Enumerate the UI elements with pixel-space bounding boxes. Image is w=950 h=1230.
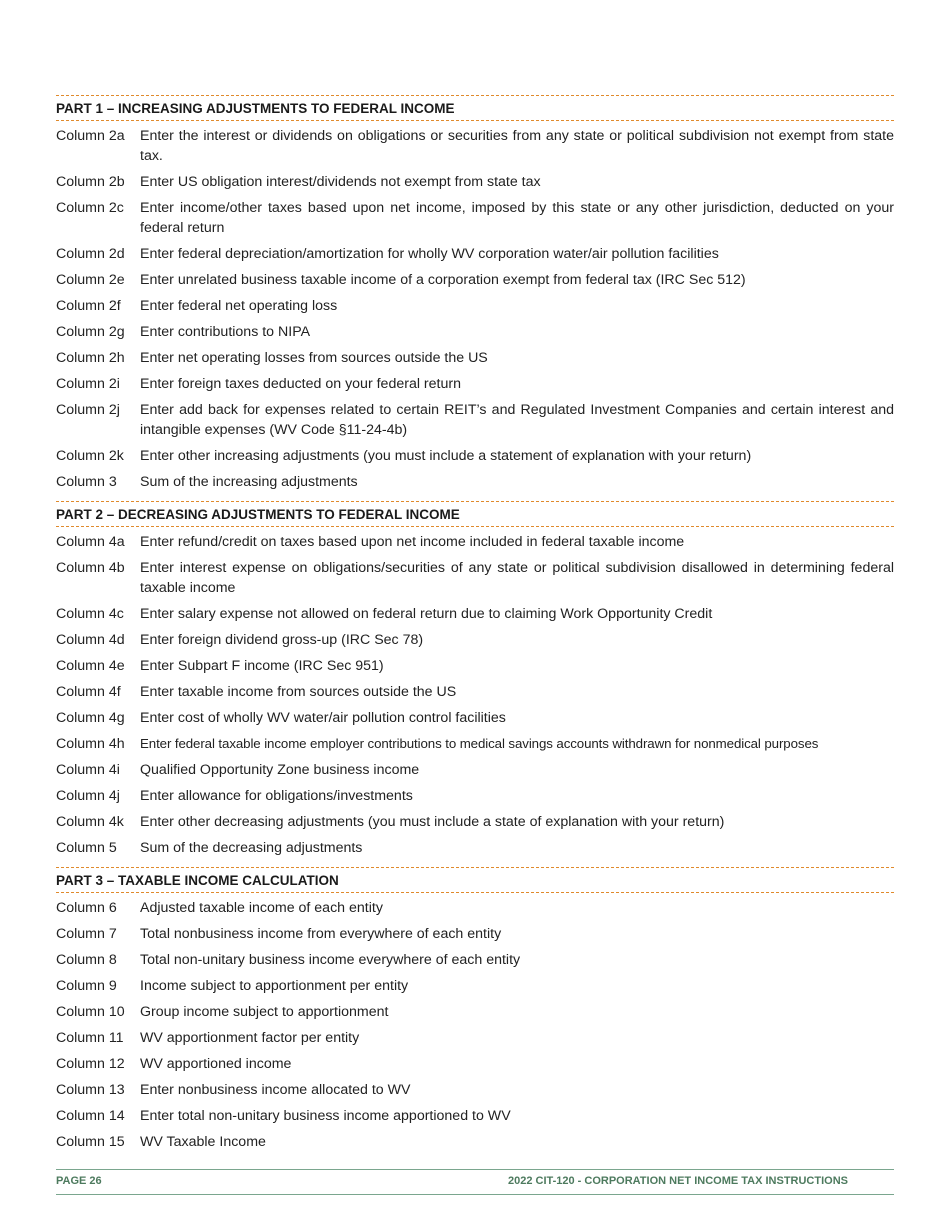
column-label: Column 2b — [56, 174, 125, 190]
section-part-2 — [56, 501, 894, 867]
table-row — [56, 322, 894, 342]
column-description: WV apportionment factor per entity — [140, 1030, 360, 1046]
column-description: WV Taxable Income — [140, 1134, 266, 1150]
table-row — [56, 1002, 894, 1022]
column-label: Column 4h — [56, 736, 125, 752]
column-label: Column 2f — [56, 298, 121, 314]
table-row — [56, 1132, 894, 1152]
table-row — [56, 532, 894, 552]
table-row — [56, 374, 894, 394]
table-row — [56, 472, 894, 492]
column-label: Column 2k — [56, 448, 124, 464]
column-description: Qualified Opportunity Zone business income — [140, 762, 420, 778]
column-label: Column 15 — [56, 1134, 125, 1150]
column-description: Enter refund/credit on taxes based upon net income included in federal taxable income — [140, 534, 685, 550]
table-row — [56, 708, 894, 728]
column-label: Column 13 — [56, 1082, 125, 1098]
column-label: Column 2g — [56, 324, 125, 340]
column-label: Column 4f — [56, 684, 121, 700]
table-row — [56, 976, 894, 996]
table-row — [56, 760, 894, 780]
column-description: Enter nonbusiness income allocated to WV — [140, 1082, 411, 1098]
column-description: Total non-unitary business income everywhere of each entity — [140, 952, 521, 968]
column-description: Sum of the decreasing adjustments — [140, 840, 363, 856]
page-footer — [56, 1169, 894, 1195]
table-row — [56, 198, 894, 238]
column-description: Enter federal depreciation/amortization for wholly WV corporation water/air pollution facilities — [140, 246, 719, 262]
column-label: Column 11 — [56, 1030, 124, 1046]
table-row — [56, 400, 894, 440]
table-row — [56, 270, 894, 290]
column-description: Enter contributions to NIPA — [140, 324, 311, 340]
column-description: Adjusted taxable income of each entity — [140, 900, 383, 916]
table-row — [56, 296, 894, 316]
page-number: PAGE 26 — [56, 1175, 102, 1187]
section-heading: PART 1 – INCREASING ADJUSTMENTS TO FEDERAL INCOME — [56, 95, 894, 121]
column-label: Column 2d — [56, 246, 125, 262]
column-label: Column 4b — [56, 560, 125, 576]
table-row — [56, 1080, 894, 1100]
table-row — [56, 604, 894, 624]
column-label: Column 2h — [56, 350, 125, 366]
row-list — [56, 121, 894, 501]
instructions-content — [56, 95, 894, 1161]
row-list — [56, 527, 894, 867]
column-label: Column 6 — [56, 900, 117, 916]
column-label: Column 4e — [56, 658, 125, 674]
table-row — [56, 1106, 894, 1126]
table-row — [56, 348, 894, 368]
section-part-3 — [56, 867, 894, 1161]
table-row — [56, 446, 894, 466]
column-description: Enter income/other taxes based upon net income, imposed by this state or any other jurisdiction, deducted on your federal return — [140, 200, 894, 236]
table-row — [56, 950, 894, 970]
column-description: Sum of the increasing adjustments — [140, 474, 358, 490]
column-description: Enter foreign dividend gross-up (IRC Sec 78) — [140, 632, 424, 648]
column-label: Column 4j — [56, 788, 120, 804]
column-label: Column 2i — [56, 376, 120, 392]
column-description: Enter cost of wholly WV water/air pollution control facilities — [140, 710, 506, 726]
column-label: Column 4k — [56, 814, 124, 830]
table-row — [56, 898, 894, 918]
table-row — [56, 172, 894, 192]
column-label: Column 2j — [56, 402, 120, 418]
column-label: Column 2e — [56, 272, 125, 288]
column-description: Enter other increasing adjustments (you must include a statement of explanation with your return) — [140, 448, 752, 464]
document-title: 2022 CIT-120 - CORPORATION NET INCOME TAX INSTRUCTIONS — [507, 1175, 848, 1187]
column-description: Enter salary expense not allowed on federal return due to claiming Work Opportunity Credit — [140, 606, 713, 622]
column-label: Column 14 — [56, 1108, 125, 1124]
column-label: Column 2a — [56, 128, 125, 144]
section-part-1 — [56, 95, 894, 501]
column-description: Enter Subpart F income (IRC Sec 951) — [140, 658, 384, 674]
column-label: Column 3 — [56, 474, 117, 490]
column-description: Enter federal taxable income employer contributions to medical savings accounts withdrawn for nonmedical purposes — [140, 736, 819, 751]
column-label: Column 12 — [56, 1056, 125, 1072]
table-row — [56, 630, 894, 650]
column-description: Enter total non-unitary business income apportioned to WV — [140, 1108, 511, 1124]
table-row — [56, 656, 894, 676]
table-row — [56, 734, 894, 754]
column-label: Column 7 — [56, 926, 117, 942]
table-row — [56, 786, 894, 806]
column-description: Enter add back for expenses related to certain REIT’s and Regulated Investment Companies and certain interest and intangible expenses (WV Code §11-24-4b) — [140, 402, 894, 438]
column-label: Column 4i — [56, 762, 120, 778]
column-description: Group income subject to apportionment — [140, 1004, 389, 1020]
table-row — [56, 1028, 894, 1048]
section-heading: PART 2 – DECREASING ADJUSTMENTS TO FEDERAL INCOME — [56, 501, 894, 527]
column-description: Total nonbusiness income from everywhere of each entity — [140, 926, 502, 942]
column-label: Column 5 — [56, 840, 117, 856]
column-label: Column 4c — [56, 606, 124, 622]
table-row — [56, 244, 894, 264]
column-description: Enter federal net operating loss — [140, 298, 338, 314]
column-description: Enter net operating losses from sources outside the US — [140, 350, 488, 366]
table-row — [56, 838, 894, 858]
column-label: Column 4a — [56, 534, 125, 550]
table-row — [56, 682, 894, 702]
column-description: Enter unrelated business taxable income of a corporation exempt from federal tax (IRC Sec 512) — [140, 272, 746, 288]
column-description: Enter interest expense on obligations/securities of any state or political subdivision disallowed in determining federal taxable income — [140, 560, 894, 596]
column-description: Enter the interest or dividends on obligations or securities from any state or political subdivision not exempt from state tax. — [140, 128, 894, 164]
column-description: WV apportioned income — [140, 1056, 292, 1072]
column-description: Income subject to apportionment per entity — [140, 978, 409, 994]
table-row — [56, 126, 894, 166]
column-description: Enter taxable income from sources outside the US — [140, 684, 457, 700]
table-row — [56, 1054, 894, 1074]
table-row — [56, 558, 894, 598]
column-description: Enter allowance for obligations/investments — [140, 788, 413, 804]
row-list — [56, 893, 894, 1161]
column-description: Enter foreign taxes deducted on your federal return — [140, 376, 461, 392]
table-row — [56, 924, 894, 944]
column-label: Column 4g — [56, 710, 125, 726]
column-label: Column 10 — [56, 1004, 125, 1020]
column-description: Enter US obligation interest/dividends not exempt from state tax — [140, 174, 541, 190]
column-label: Column 4d — [56, 632, 125, 648]
column-label: Column 2c — [56, 200, 124, 216]
column-label: Column 8 — [56, 952, 117, 968]
column-description: Enter other decreasing adjustments (you must include a state of explanation with your return) — [140, 814, 725, 830]
table-row — [56, 812, 894, 832]
column-label: Column 9 — [56, 978, 117, 994]
section-heading: PART 3 – TAXABLE INCOME CALCULATION — [56, 867, 894, 893]
